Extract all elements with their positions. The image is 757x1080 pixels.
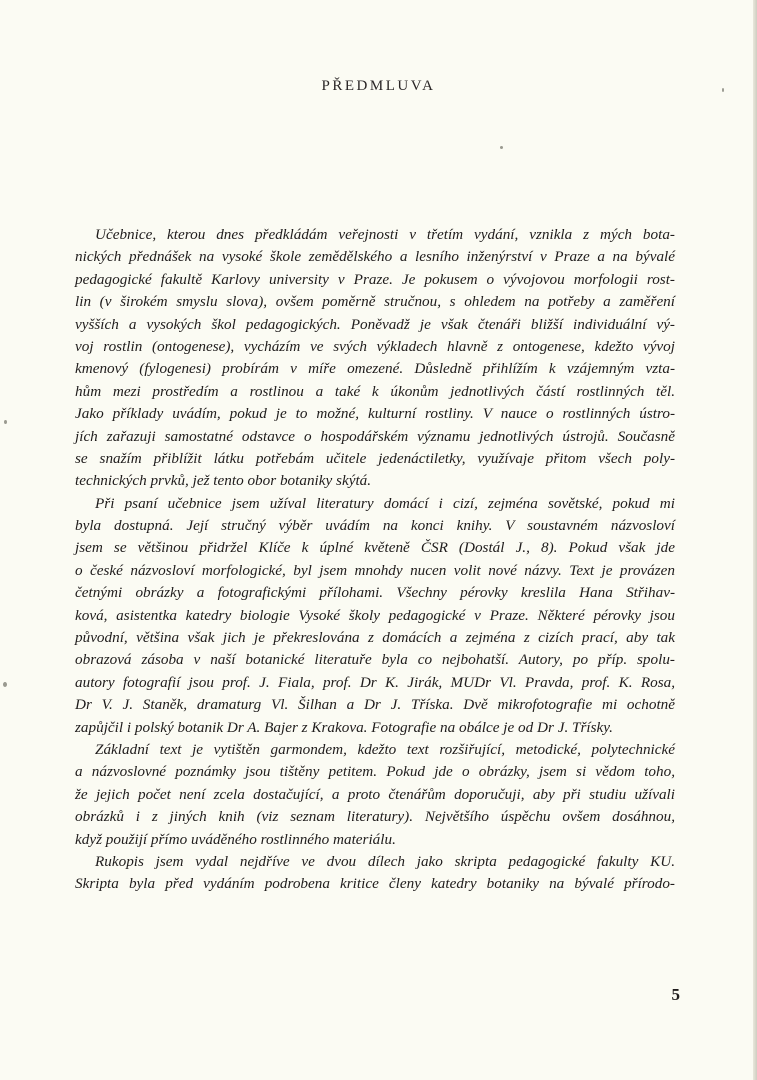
text-line: voj rostlin (ontogenese), vycházím ve svých výkladech hlavně z ontogenese, kdežto vývoj: [75, 337, 675, 355]
text-line: četnými obrázky a fotografickými přílohami. Všechny pérovky kreslila Hana Střihav-: [75, 584, 675, 602]
paragraph-4: [75, 851, 675, 896]
text-line: hům mezi prostředím a rostlinou a také k úkonům jednotlivých částí rostlinných těl.: [75, 382, 675, 400]
text-line: Učebnice, kterou dnes předkládám veřejnosti v třetím vydání, vznikla z mých bota-: [95, 226, 675, 243]
text-line: že jejich počet není zcela dostačující, a proto čtenářům doporučuji, aby při studiu užívali: [75, 785, 675, 803]
paper-speck: [500, 146, 503, 149]
text-line: a názvoslovné poznámky jsou tištěny petitem. Pokud jde o obrázky, jsem si vědom toho,: [75, 763, 675, 781]
text-line: byla dostupná. Její stručný výběr uvádím na konci knihy. V soustavném názvosloví: [75, 517, 675, 535]
text-line: pedagogické fakultě Karlovy university v Praze. Je pokusem o vývojovou morfologii rost-: [75, 270, 675, 288]
text-line: když použijí přímo uváděného rostlinného materiálu.: [75, 830, 396, 848]
text-line: vyšších a vysokých škol pedagogických. Poněvadž je však čtenáři bližší individuální vý-: [75, 315, 675, 333]
text-line: jsem se většinou přidržel Klíče k úplné květeně ČSR (Dostál J., 8). Pokud však jde: [75, 539, 675, 557]
text-line: Základní text je vytištěn garmondem, kdežto text rozšiřující, metodické, polytechnické: [95, 740, 675, 758]
text-line: Rukopis jsem vydal nejdříve ve dvou dílech jako skripta pedagogické fakulty KU.: [95, 852, 675, 870]
text-line: Při psaní učebnice jsem užíval literatury domácí i cizí, zejména sovětské, pokud mi: [95, 494, 675, 512]
text-line: Jako příklady uvádím, pokud je to možné, kulturní rostliny. V nauce o rostlinných ústro-: [75, 405, 675, 423]
text-line: se snažím přiblížit látku potřebám učitele jedenáctiletky, využívaje přitom všech poly-: [75, 449, 675, 467]
text-line: obrázků i z jiných knih (viz seznam literatury). Největšího úspěchu ovšem dosáhnou,: [75, 808, 675, 826]
text-line: kmenový (fylogenesi) probírám v míře omezené. Důsledně přihlížím k vzájemným vzta-: [75, 360, 675, 378]
paragraph-2: [75, 493, 675, 739]
text-line: zapůjčil i polský botanik Dr A. Bajer z Krakova. Fotografie na obálce je od Dr J. Třísky.: [75, 718, 613, 736]
text-line: lin (v širokém smyslu slova), ovšem poměrně stručnou, s ohledem na potřeby a zaměření: [75, 293, 675, 311]
text-line: Dr V. J. Staněk, dramaturg Vl. Šilhan a Dr J. Tříska. Dvě mikrofotografie mi ochotně: [75, 696, 675, 714]
text-line: Skripta byla před vydáním podrobena kritice členy katedry botaniky na bývalé přírodo-: [75, 875, 675, 893]
text-line: obrazová zásoba v naší botanické literatuře byla co nejbohatší. Autory, po příp. spolu-: [75, 651, 675, 669]
text-line: technických prvků, jež tento obor botaniky skýtá.: [75, 472, 372, 490]
text-line: o české názvosloví morfologické, byl jsem mnohdy nucen volit nové názvy. Text je provázen: [75, 561, 675, 579]
page-edge: [753, 0, 757, 1080]
text-line: nických přednášek na vysoké škole zemědělského a lesního inženýrství v Praze a na bývalé: [75, 248, 675, 266]
text-line: původní, většina však jich je překreslována z domácích a zejména z cizích prací, aby tak: [75, 629, 675, 647]
page-heading: PŘEDMLUVA: [321, 78, 436, 94]
text-line: autory fotografií jsou prof. J. Fiala, prof. Dr K. Jirák, MUDr Vl. Pravda, prof. K. Rosa,: [75, 673, 675, 691]
paragraph-3: [75, 739, 675, 851]
text-line: jích zařazuji samostatné odstavce o hospodářském významu jednotlivých ústrojů. Současně: [75, 427, 675, 445]
preface-text: [75, 224, 675, 896]
paragraph-1: [75, 224, 675, 493]
page-number: 5: [671, 985, 680, 1004]
paper-speck: [4, 420, 7, 424]
paper-speck: [3, 682, 7, 687]
text-line: ková, asistentka katedry biologie Vysoké školy pedagogické v Praze. Některé pérovky jsou: [75, 606, 675, 624]
